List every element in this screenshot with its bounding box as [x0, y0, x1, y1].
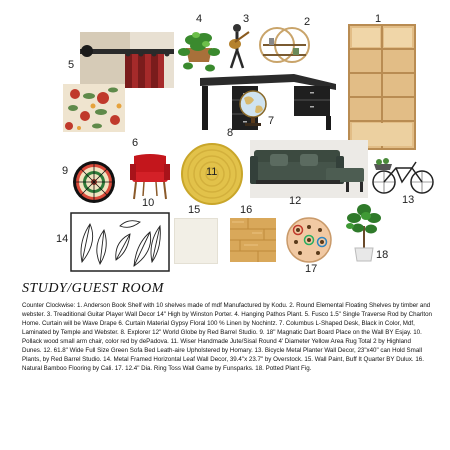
world-globe-image — [236, 88, 270, 128]
floral-curtain-fabric-image — [63, 84, 125, 132]
bookshelf-image — [348, 24, 416, 152]
label-12: 12 — [289, 195, 302, 207]
curtain-rod-image — [80, 32, 174, 88]
hanging-pothos-plant-image — [176, 26, 222, 74]
label-3: 3 — [243, 13, 250, 25]
label-16: 16 — [240, 204, 253, 216]
ring-toss-game-image — [284, 216, 334, 264]
dart-board-image — [72, 160, 116, 204]
label-4: 4 — [196, 13, 203, 25]
bamboo-flooring-swatch — [230, 218, 276, 262]
round-floating-shelves-image — [257, 25, 311, 65]
label-15: 15 — [188, 204, 201, 216]
red-arm-chair-image — [128, 152, 172, 200]
leaf-wall-decor-image — [70, 212, 170, 272]
board-description: Counter Clockwise: 1. Anderson Book Shelf with 10 shelves made of mdf Manufactured by Kodu. 2. Round Elemental Floating Shelves by timber and webster. 3. Treaditional Guitar Player Wall Decor 14" High by Winston Porter. 4. Hanging Pathos Plant. 5. Fusco 1.5" Single Traverse Rod by Charlton Home. Curtain will be Wave Drape 6. Curtain Material Gypsy Floral 100 % Linen by Nochintz. 7. Columbus L-Shaped Desk, Black in Color, Mdf, Laminated by Temple and Webster. 8. Explorer 12" World Globe by Red Barrel Studio. 9. 18" Magnatic Dart Board Place on the Wall BY Esjay. 10. Pollack wood small arm chair, color red by dePadova. 11. Wiser Handmade Jute/Sisal Round 4' Diameter Yellow Area Rug Total 2 by Highland Dunes. 12. 61.8" Wide Full Size Green Sofa Bed Leath-aire Upholstered by Homary. 13. Bicycle Metal Planter Wall Decor, 23"x40" can Hold Small Plants, by Red Barrel Studio. 14. Metal Framed Horizontal Leaf Wall Decor, 39.4"x 23.7" by Overstock. 15. Wall Paint, Buff It Quarter BY Dulux. 16. Natural Bamboo Flooring by Cali. 17. 12.4" Dia. Ring Toss Wall Game by Funsparks. 18. Potted Plant Fig. — [22, 302, 432, 372]
guitar-player-wall-decor-image — [223, 22, 251, 70]
label-14: 14 — [56, 233, 69, 245]
green-sofa-bed-image — [250, 140, 368, 198]
label-17: 17 — [305, 263, 318, 275]
wall-paint-swatch — [174, 218, 218, 264]
label-2: 2 — [304, 16, 311, 28]
label-9: 9 — [62, 165, 69, 177]
label-18: 18 — [376, 249, 389, 261]
label-6: 6 — [132, 137, 139, 149]
label-13: 13 — [402, 194, 415, 206]
label-1: 1 — [375, 13, 382, 25]
label-8: 8 — [227, 127, 234, 139]
label-7: 7 — [268, 115, 275, 127]
label-5: 5 — [68, 59, 75, 71]
label-11: 11 — [206, 166, 218, 178]
board-title: STUDY/GUEST ROOM — [22, 281, 164, 296]
label-10: 10 — [142, 197, 155, 209]
bicycle-planter-image — [370, 156, 436, 196]
